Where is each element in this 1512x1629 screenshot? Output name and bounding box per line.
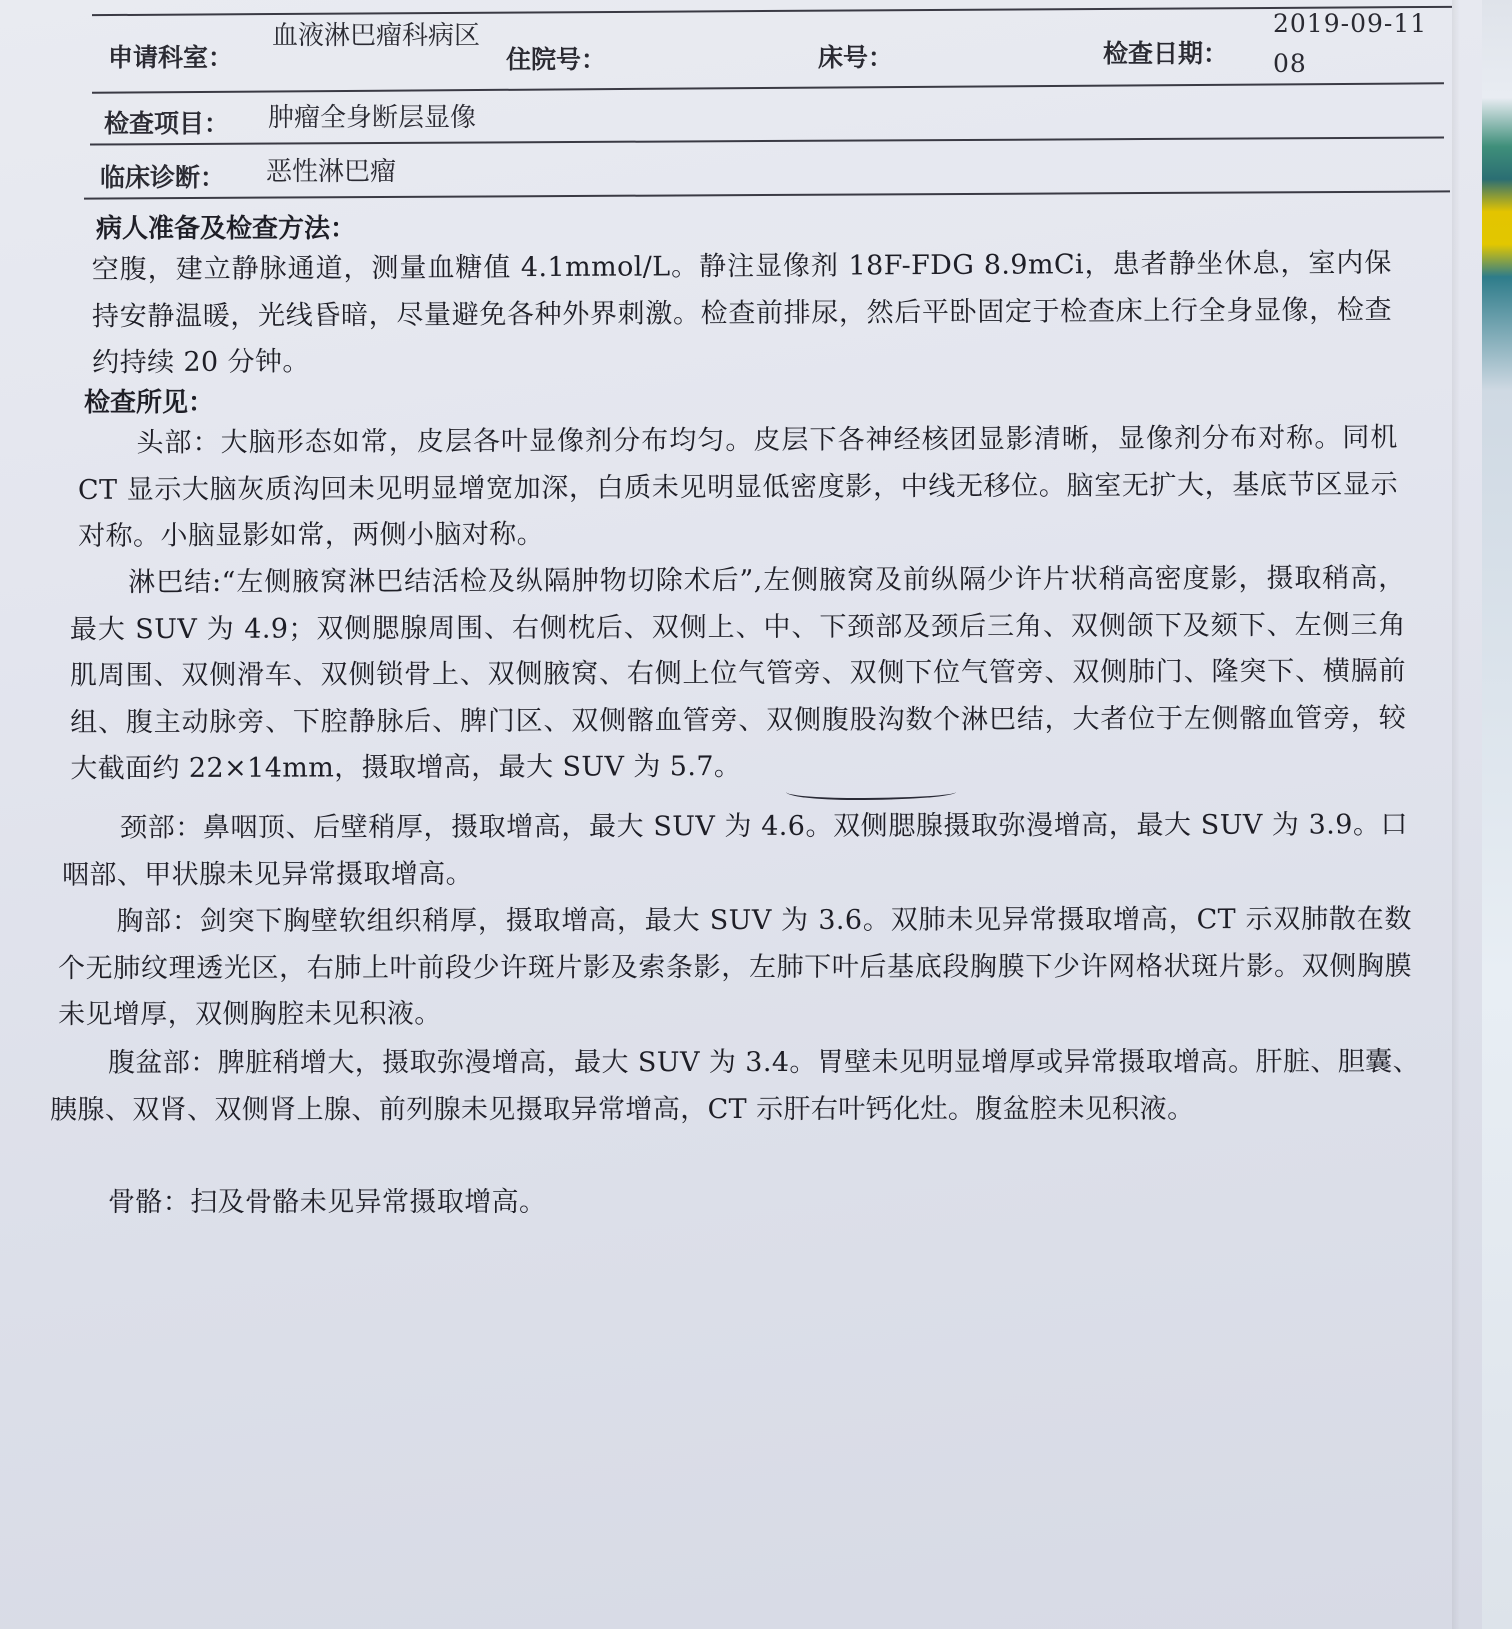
exam-date-value [1273,4,1427,84]
exam-item-value: 肿瘤全身断层显像 [268,103,477,133]
findings-abdomen-text: 腹盆部：脾脏稍增大，摄取弥漫增高，最大 SUV 为 3.4。胃壁未见明显增厚或异常摄取增高。肝脏、胆囊、胰腺、双肾、双侧肾上腺、前列腺未见摄取异常增高，CT 示肝右叶钙化灶。腹盆腔未见积液。 [50,1046,1420,1126]
exam-date-line2: 08 [1273,49,1307,78]
bed-number-label: 床号： [818,43,894,72]
findings-chest-text: 胸部：剑突下胸壁软组织稍厚，摄取增高，最大 SUV 为 3.6。双肺未见异常摄取增高，CT 示双肺散在数个无肺纹理透光区，右肺上叶前段少许斑片影及索条影，左肺下叶后基底段胸膜下少许网格状斑片影。双侧胸膜未见增厚，双侧胸腔未见积液。 [57,903,1413,1031]
findings-head-text: 头部：大脑形态如常，皮层各叶显像剂分布均匀。皮层下各神经核团显影清晰，显像剂分布对称。同机 CT 显示大脑灰质沟回未见明显增宽加深，白质未见明显低密度影，中线无移位。脑室无扩大，基底节区显示对称。小脑显影如常，两侧小脑对称。 [77,422,1399,552]
table-rule-3 [84,190,1450,199]
admission-number-label: 住院号： [506,45,607,74]
findings-lymph-text: 淋巴结:“左侧腋窝淋巴结活检及纵隔肿物切除术后”,左侧腋窝及前纵隔少许片状稍高密度影，摄取稍高，最大 SUV 为 4.9；双侧腮腺周围、右侧枕后、双侧上、中、下颈部及颈后三角、双侧颌下及颏下、左侧三角肌周围、双侧滑车、双侧锁骨上、双侧腋窝、右侧上位气管旁、双侧下位气管旁、双侧肺门、隆突下、横膈前组、腹主动脉旁、下腔静脉后、脾门区、双侧髂血管旁、双侧腹股沟数个淋巴结，大者位于左侧髂血管旁，较大截面约 22×14mm，摄取增高，最大 SUV 为 5.7。 [69,562,1407,785]
findings-bone-text: 骨骼：扫及骨骼未见异常摄取增高。 [108,1187,547,1218]
folder-edge [1482,0,1512,1629]
findings-neck-text: 颈部：鼻咽顶、后壁稍厚，摄取增高，最大 SUV 为 4.6。双侧腮腺摄取弥漫增高，最大 SUV 为 3.9。口咽部、甲状腺未见异常摄取增高。 [62,809,1408,891]
handwritten-underline [786,792,956,800]
exam-date-label: 检查日期： [1103,39,1229,68]
clinical-diagnosis-label: 临床诊断： [100,163,226,192]
department-value: 血液淋巴瘤科病区 [272,21,481,51]
findings-head [78,415,1399,560]
findings-bone [50,1180,1420,1227]
findings-title: 检查所见： [84,388,215,418]
exam-item-label: 检查项目： [104,109,230,138]
findings-abdomen [50,1039,1420,1133]
table-rule-2 [90,136,1444,145]
preparation-text: 空腹，建立静脉通道，测量血糖值 4.1mmol/L。静注显像剂 18F-FDG 8.9mCi，患者静坐休息，室内保持安静温暖，光线昏暗，尽量避免各种外界刺激。检查前排尿，然后平卧固定于检查床上行全身显像，检查约持续 20 分钟。 [91,247,1393,379]
findings-lymph [70,556,1407,793]
table-rule-1 [92,82,1444,93]
findings-chest [58,897,1412,1039]
department-label: 申请科室： [108,43,234,72]
paper-shadow [1452,0,1460,1629]
findings-neck [62,802,1408,899]
clinical-diagnosis-value: 恶性淋巴瘤 [266,157,397,187]
table-rule-top [92,6,1452,16]
exam-date-line1: 2019-09-11 [1273,9,1428,38]
preparation-title: 病人准备及检查方法： [96,214,357,244]
